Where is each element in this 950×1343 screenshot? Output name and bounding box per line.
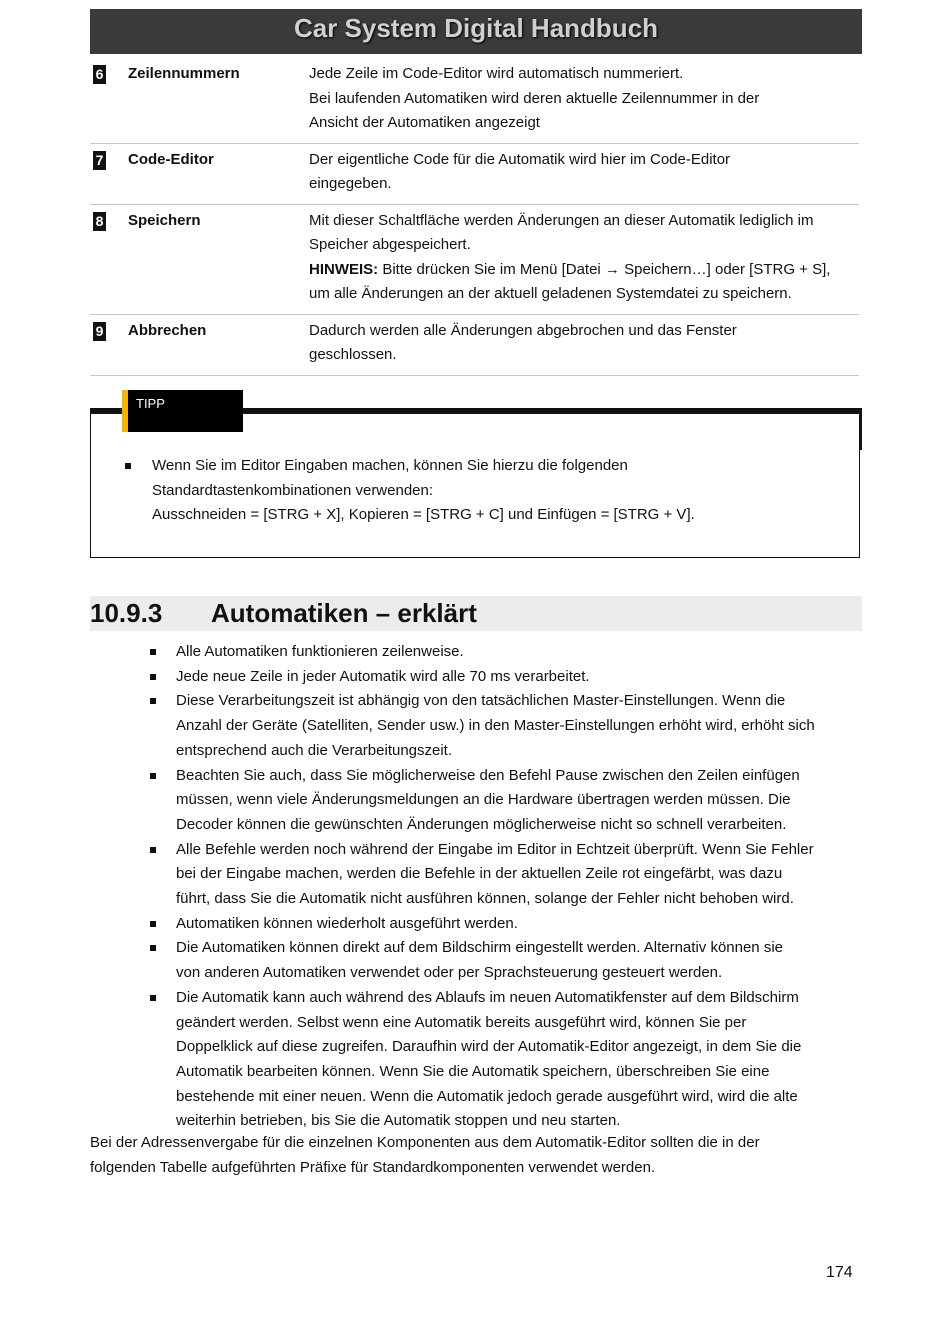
- list-item: [148, 665, 864, 690]
- list-item-line: Anzahl der Geräte (Satelliten, Sender usw.) in den Master-Einstellungen erhöht wird, erhöht sich: [176, 717, 815, 735]
- paragraph-line: folgenden Tabelle aufgeführten Präfixe für Standardkomponenten verwendet werden.: [90, 1158, 656, 1176]
- list-item-line: von anderen Automatiken verwendet oder per Sprachsteuerung gesteuert werden.: [176, 964, 723, 982]
- desc-line: Jede Zeile im Code-Editor wird automatisch nummeriert.: [309, 65, 684, 82]
- bullet-icon: [150, 674, 156, 680]
- legend-table: [90, 58, 859, 376]
- list-item-line: führt, dass Sie die Automatik nicht ausführen können, solange der Fehler nicht behoben wird.: [176, 890, 794, 908]
- list-item-line: Jede neue Zeile in jeder Automatik wird alle 70 ms verarbeitet.: [176, 667, 590, 685]
- list-item: [148, 912, 864, 937]
- tip-label: TIPP: [122, 390, 243, 432]
- row-term: Zeilennummern: [128, 65, 240, 82]
- bullet-icon: [150, 649, 156, 655]
- desc-line: Speicher abgespeichert.: [309, 236, 471, 253]
- table-row: [90, 315, 859, 376]
- tip-line: Wenn Sie im Editor Eingaben machen, können Sie hierzu die folgenden: [152, 457, 628, 474]
- list-item-line: geändert werden. Selbst wenn eine Automatik bereits ausgeführt wird, können Sie per: [176, 1013, 747, 1031]
- list-item: [148, 764, 864, 838]
- section-number: 10.9.3: [90, 598, 163, 628]
- list-item-line: Alle Befehle werden noch während der Eingabe im Editor in Echtzeit überprüft. Wenn Sie Fehler: [176, 840, 814, 858]
- desc-line: Der eigentliche Code für die Automatik wird hier im Code-Editor: [309, 150, 731, 168]
- paragraph-line: Bei der Adressenvergabe für die einzelnen Komponenten aus dem Automatik-Editor sollten die in der: [90, 1134, 760, 1151]
- row-number-badge: 6: [93, 65, 106, 84]
- table-row: [90, 144, 859, 205]
- page-number: 174: [826, 1264, 853, 1281]
- bullet-icon: [150, 945, 156, 951]
- list-item: [148, 689, 864, 763]
- desc-line: um alle Änderungen an der aktuell geladenen Systemdatei zu speichern.: [309, 285, 792, 302]
- row-number-badge: 9: [93, 322, 106, 341]
- tip-box-edge: [859, 408, 862, 450]
- row-number-badge: 7: [93, 151, 106, 170]
- page-header: [90, 9, 862, 54]
- row-term: Code-Editor: [128, 150, 214, 168]
- desc-line: Dadurch werden alle Änderungen abgebrochen und das Fenster: [309, 321, 737, 339]
- row-description: [309, 148, 859, 197]
- list-item-line: Doppelklick auf diese zugreifen. Daraufhin wird der Automatik-Editor angezeigt, in dem Sie die: [176, 1038, 802, 1056]
- bullet-icon: [150, 773, 156, 779]
- bullet-list: [148, 640, 864, 1134]
- bullet-icon: [150, 995, 156, 1001]
- section-heading: [90, 596, 862, 631]
- row-term: Speichern: [128, 211, 201, 229]
- list-item: [148, 936, 864, 985]
- tip-line: Ausschneiden = [STRG + X], Kopieren = [STRG + C] und Einfügen = [STRG + V].: [152, 506, 695, 523]
- list-item-line: bei der Eingabe machen, werden die Befehle in der aktuellen Zeile rot eingefärbt, was dazu: [176, 865, 783, 883]
- list-item-line: Die Automatiken können direkt auf dem Bildschirm eingestellt werden. Alternativ können sie: [176, 939, 783, 957]
- hint-label: HINWEIS:: [309, 260, 379, 278]
- table-row: [90, 58, 859, 144]
- list-item-line: Beachten Sie auch, dass Sie möglicherweise den Befehl Pause zwischen den Zeilen einfügen: [176, 766, 800, 784]
- header-title: Car System Digital Handbuch: [293, 13, 659, 43]
- table-row: [90, 205, 859, 315]
- bullet-icon: [150, 921, 156, 927]
- tip-content: [120, 454, 840, 528]
- bullet-icon: [150, 698, 156, 704]
- list-item-line: Die Automatik kann auch während des Ablaufs im neuen Automatikfenster auf dem Bildschirm: [176, 988, 799, 1006]
- list-item-line: Automatik bearbeiten können. Wenn Sie die Automatik speichern, überschreiben Sie eine: [176, 1062, 770, 1080]
- list-item-line: bestehende mit einer neuen. Wenn die Automatik jedoch gerade ausgeführt wird, wird die alte: [176, 1087, 798, 1105]
- bullet-icon: [150, 847, 156, 853]
- hint-text: Bitte drücken Sie im Menü [Datei → Speichern…] oder [STRG + S],: [378, 260, 831, 278]
- desc-line: Bei laufenden Automatiken wird deren aktuelle Zeilennummer in der: [309, 89, 760, 107]
- bullet-icon: [125, 463, 131, 469]
- row-description: [309, 319, 859, 368]
- desc-line: geschlossen.: [309, 346, 397, 363]
- list-item-line: Alle Automatiken funktionieren zeilenweise.: [176, 643, 464, 660]
- list-item: [148, 986, 864, 1134]
- list-item-line: weiterhin betrieben, bis Sie die Automatik stoppen und neu starten.: [176, 1112, 621, 1130]
- list-item: [120, 454, 840, 528]
- row-number-badge: 8: [93, 212, 106, 231]
- row-description: [309, 62, 859, 136]
- list-item-line: müssen, wenn viele Änderungsmeldungen an die Hardware übertragen werden müssen. Die: [176, 791, 791, 809]
- desc-line: [309, 258, 859, 283]
- list-item-line: Diese Verarbeitungszeit ist abhängig von den tatsächlichen Master-Einstellungen. Wenn die: [176, 692, 786, 710]
- row-term: Abbrechen: [128, 321, 207, 339]
- list-item: [148, 640, 864, 665]
- desc-line: Ansicht der Automatiken angezeigt: [309, 114, 540, 131]
- list-item-line: Decoder können die gewünschten Änderungen möglicherweise nicht so schnell verarbeiten.: [176, 815, 787, 833]
- row-description: [309, 209, 859, 307]
- desc-line: Mit dieser Schaltfläche werden Änderungen an dieser Automatik lediglich im: [309, 211, 814, 229]
- closing-paragraph: [90, 1131, 830, 1180]
- tip-line: Standardtastenkombinationen verwenden:: [152, 481, 434, 499]
- list-item-line: entsprechend auch die Verarbeitungszeit.: [176, 741, 453, 759]
- desc-line: eingegeben.: [309, 175, 392, 192]
- list-item: [148, 838, 864, 912]
- list-item-line: Automatiken können wiederholt ausgeführt werden.: [176, 914, 518, 932]
- section-title: Automatiken – erklärt: [211, 598, 477, 628]
